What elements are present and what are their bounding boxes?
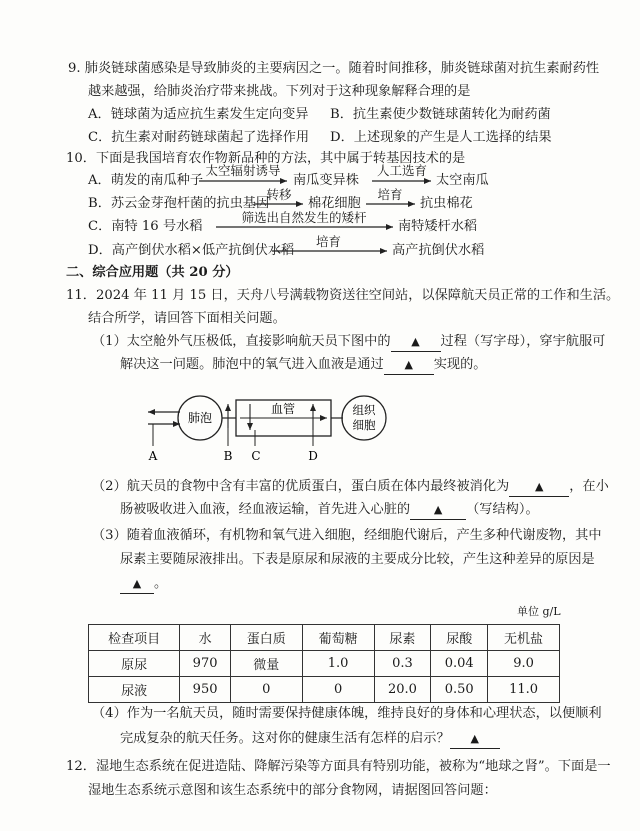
lung-label: 肺泡: [187, 411, 213, 425]
table-header-cell: 蛋白质: [230, 625, 302, 651]
q10-option-d-end: 高产抗倒伏水稻: [392, 243, 485, 258]
vessel-label: 血管: [270, 402, 296, 416]
q11-part1-text-d: 实现的。: [433, 357, 487, 372]
answer-marker: ▲: [132, 577, 142, 590]
q11-stem-line2: 结合所学，请回答下面相关问题。: [88, 311, 286, 326]
letter-d: D: [308, 449, 318, 463]
q11-part2-line1: [92, 478, 609, 497]
table-cell: 0.04: [431, 651, 488, 677]
table-cell: 11.0: [488, 677, 560, 703]
q10-option-b-mid: 棉花细胞: [308, 196, 361, 211]
q11-part2-blank2[interactable]: [410, 501, 466, 520]
answer-marker: ▲: [433, 503, 443, 516]
q10-option-d-prefix: D．高产倒伏水稻×低产抗倒伏水稻: [88, 243, 295, 258]
table-cell: 微量: [230, 651, 302, 677]
table-cell: 9.0: [488, 651, 560, 677]
table-header-row: [89, 625, 560, 651]
q10-stem: 10．下面是我国培育农作物新品种的方法，其中属于转基因技术的是: [66, 151, 466, 166]
table-cell: 950: [180, 677, 231, 703]
q11-part1-text-b: 过程（写字母），穿宇航服可: [440, 334, 606, 349]
q11-part4-line1: （4）作为一名航天员，随时需要保持健康体魄，维持良好的身体和心理状态，以便顺利: [92, 706, 602, 721]
q9-stem-line2: 越来越强，给肺炎治疗带来挑战。下列对于这种现象解释合理的是: [88, 84, 471, 99]
q9-stem-line1: 9. 肺炎链球菌感染是导致肺炎的主要病因之一。随着时间推移，肺炎链球菌对抗生素耐药性: [68, 61, 600, 76]
q11-part1-text-a: （1）太空舱外气压极低，直接影响航天员下图中的: [92, 334, 391, 349]
q11-part3-line3: [120, 575, 167, 594]
q12-stem-line2: 湿地生态系统示意图和该生态系统中的部分食物网，请据图回答问题：: [88, 783, 497, 798]
table-unit: 单位 g/L: [517, 605, 561, 618]
table-cell: 1.0: [302, 651, 374, 677]
q11-part2-text-c: 肠被吸收进入血液，经血液运输，首先进入心脏的: [120, 502, 411, 517]
q11-part1-text-c: 解决这一问题。肺泡中的氧气进入血液是通过: [120, 357, 384, 372]
q11-part2-text-a: （2）航天员的食物中含有丰富的优质蛋白，蛋白质在体内最终被消化为: [92, 479, 510, 494]
q10-a-arrow2-label: 人工选育: [376, 163, 427, 178]
answer-marker: ▲: [411, 335, 420, 348]
table-header-cell: 水: [180, 625, 231, 651]
table-cell: 0: [302, 677, 374, 703]
q10-a-arrow1-label: 太空辐射诱导: [205, 163, 281, 178]
q11-part3-line1: （3）随着血液循环，有机物和氧气进入细胞，经细胞代谢后，产生多种代谢废物，其中: [92, 528, 602, 543]
answer-marker: ▲: [534, 480, 544, 493]
q11-part4-text: 完成复杂的航天任务。这对你的健康生活有怎样的启示？: [120, 731, 450, 746]
table-header-cell: 检查项目: [89, 625, 180, 651]
q11-part2-blank1[interactable]: [509, 478, 569, 497]
urine-comparison-table: [88, 624, 560, 703]
q11-part2-text-b: ，在小: [569, 479, 609, 494]
answer-marker: ▲: [404, 358, 413, 371]
q11-stem-line1: 11．2024 年 11 月 15 日，天舟八号满载物资送往空间站，以保障航天员正常的工作和生活。: [66, 288, 620, 303]
q10-b-arrow1-label: 转移: [266, 187, 292, 202]
letter-a: A: [148, 449, 158, 463]
table-header-cell: 尿素: [374, 625, 431, 651]
table-cell: 970: [180, 651, 231, 677]
q11-part3-blank[interactable]: [120, 575, 154, 594]
table-cell: 0.50: [431, 677, 488, 703]
q11-part4-line2: [120, 730, 500, 749]
q9-option-a: A．链球菌为适应抗生素发生定向变异: [88, 107, 309, 122]
q10-b-arrow2-label: 培育: [377, 187, 403, 202]
q12-stem-line1: 12．湿地生态系统在促进造陆、降解污染等方面具有特别功能，被称为“地球之肾”。下面是一: [66, 759, 611, 774]
q9-option-b: B．抗生素使少数链球菌转化为耐药菌: [330, 107, 551, 122]
answer-marker: ▲: [470, 732, 479, 745]
q10-option-a-end: 太空南瓜: [436, 173, 489, 188]
table-cell: 尿液: [89, 677, 180, 703]
table-cell: 0.3: [374, 651, 431, 677]
section-heading: 二、综合应用题（共 20 分）: [66, 265, 239, 280]
q9-option-c: C．抗生素对耐药链球菌起了选择作用: [88, 130, 310, 145]
q10-option-c-end: 南特矮杆水稻: [398, 219, 478, 234]
table-header-cell: 无机盐: [488, 625, 560, 651]
table-row: [89, 677, 560, 703]
q11-part3-period: 。: [154, 576, 168, 591]
q11-part2-text-d: （写结构）。: [466, 502, 539, 517]
q10-option-a-prefix: A．萌发的南瓜种子: [88, 173, 204, 188]
q11-part4-blank[interactable]: [450, 730, 500, 749]
letter-b: B: [223, 449, 233, 463]
tissue-label-line2: 细胞: [352, 418, 376, 432]
letter-c: C: [251, 449, 261, 463]
table-header-cell: 葡萄糖: [302, 625, 374, 651]
q11-part2-line2: [120, 501, 539, 520]
table-row: [89, 651, 560, 677]
q10-option-a-mid: 南瓜变异株: [293, 173, 359, 188]
q10-option-b-prefix: B．苏云金芽孢杆菌的抗虫基因: [88, 196, 270, 211]
table-header-cell: 尿酸: [431, 625, 488, 651]
q9-option-d: D．上述现象的产生是人工选择的结果: [330, 130, 552, 145]
q10-option-c-prefix: C．南特 16 号水稻: [88, 219, 203, 234]
table-cell: 20.0: [374, 677, 431, 703]
tissue-label-line1: 组织: [352, 403, 376, 417]
q10-option-b-end: 抗虫棉花: [420, 196, 473, 211]
q10-d-arrow1-label: 培育: [315, 234, 341, 249]
q11-part3-line2: 尿素主要随尿液排出。下表是原尿和尿液的主要成分比较，产生这种差异的原因是: [120, 552, 595, 567]
table-cell: 原尿: [89, 651, 180, 677]
table-cell: 0: [230, 677, 302, 703]
q10-c-arrow1-label: 筛选出自然发生的矮杆: [241, 210, 367, 225]
